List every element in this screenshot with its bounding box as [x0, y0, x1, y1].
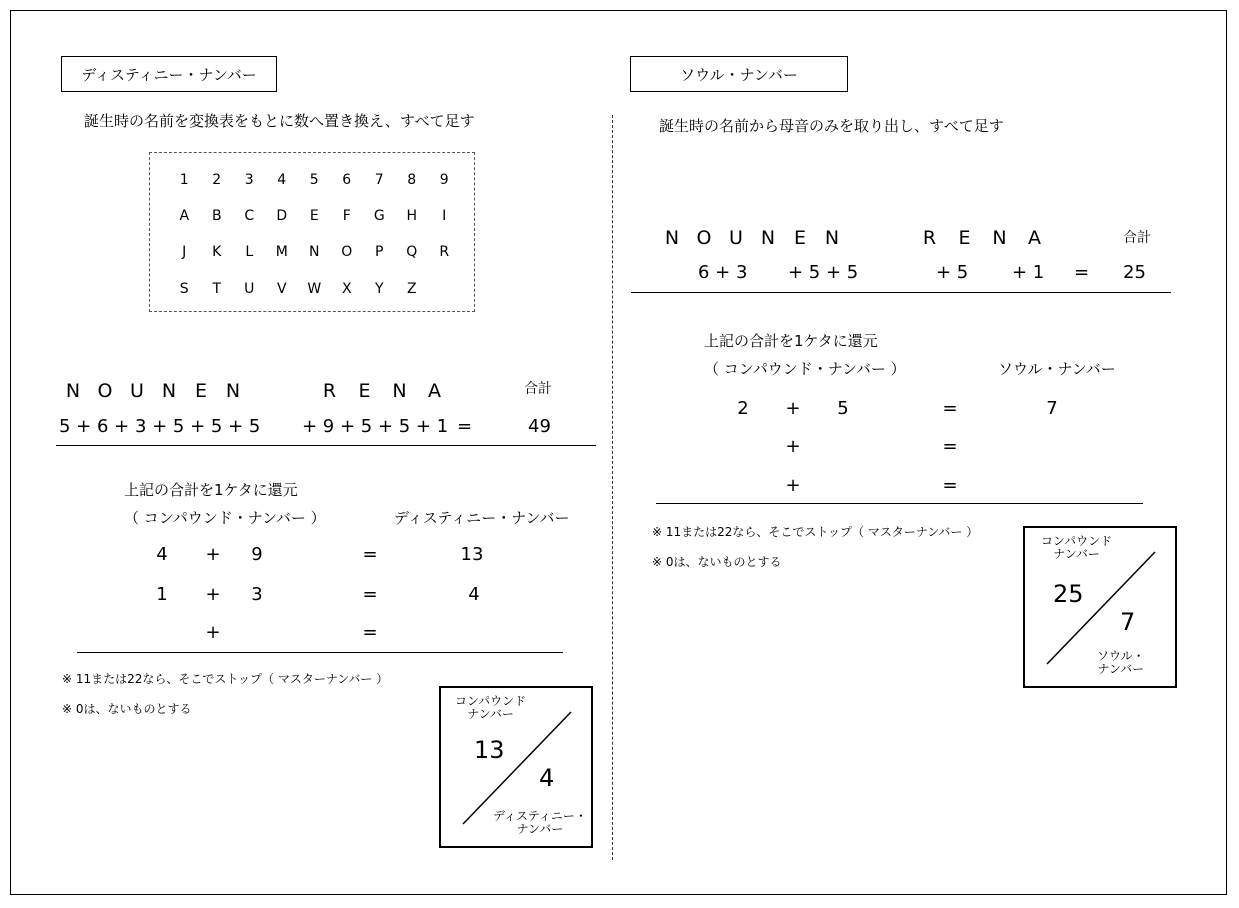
destiny-result-label: ディスティニー・ナンバー — [394, 509, 570, 527]
conv-cell: L — [245, 244, 254, 260]
reduce-op: + — [785, 475, 801, 496]
conv-cell: B — [211, 208, 222, 224]
conv-cell: 7 — [374, 172, 384, 188]
destiny-total: 49 — [528, 416, 551, 437]
conversion-row-3 — [168, 281, 428, 297]
destiny-sum-equals: = — [457, 416, 473, 437]
conv-cell: Q — [406, 244, 418, 260]
conv-cell: 3 — [244, 172, 254, 188]
soul-note-master: ※ 11または22なら、そこでストップ（ マスターナンバー ） — [652, 525, 979, 539]
conv-cell: H — [406, 208, 418, 224]
name-letter: R — [322, 380, 337, 402]
box-result-value: 4 — [539, 764, 555, 792]
conv-cell: N — [309, 244, 320, 260]
name-letter: A — [428, 380, 441, 402]
soul-sum-part: + 5 — [936, 262, 969, 283]
conversion-numbers-row — [168, 172, 461, 188]
reduce-b: 9 — [251, 544, 263, 565]
name-letter: N — [65, 380, 81, 402]
name-letter: O — [97, 380, 113, 402]
conv-cell: A — [179, 208, 190, 224]
conv-cell: P — [375, 244, 384, 260]
destiny-note-zero: ※ 0は、ないものとする — [62, 702, 192, 716]
box-result-label — [493, 810, 587, 836]
destiny-name-first — [57, 380, 249, 402]
conv-cell: E — [309, 208, 319, 224]
reduce-op: + — [785, 398, 801, 419]
reduce-eq: = — [942, 475, 958, 496]
box-compound-label-line: コンパウンド — [455, 694, 527, 708]
destiny-note-master: ※ 11または22なら、そこでストップ（ マスターナンバー ） — [62, 672, 389, 686]
reduce-eq: = — [362, 622, 378, 643]
destiny-sum-last: + 9 + 5 + 5 + 1 — [302, 416, 449, 437]
name-letter: N — [664, 227, 680, 249]
soul-description: 誕生時の名前から母音のみを取り出し、すべて足す — [659, 117, 1004, 135]
box-result-label — [1097, 650, 1145, 676]
reduce-b: 3 — [251, 584, 263, 605]
soul-note-zero: ※ 0は、ないものとする — [652, 555, 782, 569]
column-divider — [612, 115, 613, 860]
soul-sum-rule — [631, 292, 1171, 293]
conv-cell: U — [244, 281, 255, 297]
name-letter: N — [161, 380, 177, 402]
name-letter: N — [392, 380, 407, 402]
name-letter: N — [760, 227, 776, 249]
box-compound-label-line: コンパウンド — [1041, 534, 1113, 548]
box-compound-label — [455, 695, 526, 721]
box-result-label-line: ナンバー — [1097, 662, 1145, 676]
conversion-table — [149, 152, 475, 312]
conv-cell: R — [439, 244, 450, 260]
name-letter: U — [130, 380, 144, 402]
conv-cell: W — [307, 281, 322, 297]
conv-cell: D — [276, 208, 288, 224]
reduce-b: 5 — [837, 398, 849, 419]
destiny-sum-rule — [56, 445, 596, 446]
box-result-value: 7 — [1120, 608, 1136, 636]
soul-total: 25 — [1123, 262, 1146, 283]
reduce-a: 1 — [156, 584, 168, 605]
soul-result-label: ソウル・ナンバー — [998, 360, 1116, 378]
conv-cell: T — [212, 281, 222, 297]
conv-cell: 1 — [179, 172, 189, 188]
destiny-reduce-label: 上記の合計を1ケタに還元 — [124, 481, 298, 499]
reduce-eq: = — [362, 544, 378, 565]
name-letter: A — [1028, 227, 1041, 249]
conv-cell: I — [442, 208, 447, 224]
soul-sum-equals: = — [1074, 262, 1090, 283]
destiny-reduce-rule — [77, 652, 563, 653]
soul-title: ソウル・ナンバー — [630, 56, 848, 92]
destiny-description: 誕生時の名前を変換表をもとに数へ置き換え、すべて足す — [84, 112, 475, 130]
soul-reduce-rule — [656, 503, 1143, 504]
conv-cell: G — [373, 208, 385, 224]
soul-total-label: 合計 — [1123, 230, 1151, 246]
conv-cell: 6 — [342, 172, 352, 188]
conv-cell: F — [342, 208, 351, 224]
name-letter: U — [729, 227, 743, 249]
conv-cell: 9 — [439, 172, 449, 188]
reduce-op: + — [205, 544, 221, 565]
conv-cell: Y — [374, 281, 384, 297]
name-letter: N — [824, 227, 840, 249]
reduce-result: 13 — [460, 544, 484, 565]
reduce-eq: = — [942, 398, 958, 419]
reduce-op: + — [205, 584, 221, 605]
box-compound-label — [1041, 535, 1112, 561]
name-letter: N — [225, 380, 241, 402]
reduce-result: 4 — [468, 584, 480, 605]
conv-cell: 8 — [407, 172, 417, 188]
name-letter: O — [696, 227, 712, 249]
page-frame — [10, 10, 1227, 895]
destiny-compound-label: （ コンパウンド・ナンバー ） — [124, 509, 326, 527]
box-result-label-line: ソウル・ — [1097, 649, 1145, 663]
box-compound-value: 13 — [474, 736, 505, 764]
soul-name-last — [912, 227, 1052, 249]
conv-cell: 5 — [309, 172, 319, 188]
conv-cell: X — [341, 281, 352, 297]
soul-sum-part: 6 + 3 — [698, 262, 748, 283]
name-letter: N — [992, 227, 1007, 249]
reduce-op: + — [205, 622, 221, 643]
conv-cell: S — [179, 281, 189, 297]
reduce-a: 2 — [737, 398, 749, 419]
name-letter: E — [958, 227, 971, 249]
reduce-eq: = — [942, 436, 958, 457]
soul-reduce-label: 上記の合計を1ケタに還元 — [704, 332, 878, 350]
conv-cell: 2 — [212, 172, 222, 188]
box-compound-label-line: ナンバー — [467, 707, 514, 721]
destiny-total-label: 合計 — [524, 381, 552, 397]
reduce-a: 4 — [156, 544, 168, 565]
conv-cell: 4 — [277, 172, 287, 188]
reduce-op: + — [785, 436, 801, 457]
conv-cell: K — [212, 244, 222, 260]
conv-cell: Z — [406, 281, 417, 297]
name-letter: E — [793, 227, 806, 249]
destiny-result-box — [439, 686, 593, 848]
destiny-sum-first: 5 + 6 + 3 + 5 + 5 + 5 — [59, 416, 261, 437]
soul-result-box — [1023, 526, 1177, 688]
box-compound-label-line: ナンバー — [1053, 547, 1100, 561]
conv-cell: V — [276, 281, 287, 297]
conv-cell: C — [244, 208, 255, 224]
conversion-row-1 — [168, 208, 461, 224]
box-result-label-line: ディスティニー・ — [493, 809, 587, 823]
reduce-eq: = — [362, 584, 378, 605]
box-result-label-line: ナンバー — [516, 822, 564, 836]
reduce-result: 7 — [1046, 398, 1058, 419]
conv-cell: J — [182, 244, 187, 260]
conv-cell: M — [275, 244, 288, 260]
soul-sum-part: + 1 — [1012, 262, 1045, 283]
name-letter: R — [922, 227, 937, 249]
box-compound-value: 25 — [1053, 580, 1084, 608]
soul-sum-part: + 5 + 5 — [788, 262, 859, 283]
destiny-title: ディスティニー・ナンバー — [61, 56, 277, 92]
conversion-row-2 — [168, 244, 461, 260]
soul-name-first — [656, 227, 848, 249]
name-letter: E — [194, 380, 207, 402]
conv-cell: O — [341, 244, 353, 260]
name-letter: E — [358, 380, 371, 402]
soul-compound-label: （ コンパウンド・ナンバー ） — [704, 360, 906, 378]
destiny-name-last — [312, 380, 452, 402]
